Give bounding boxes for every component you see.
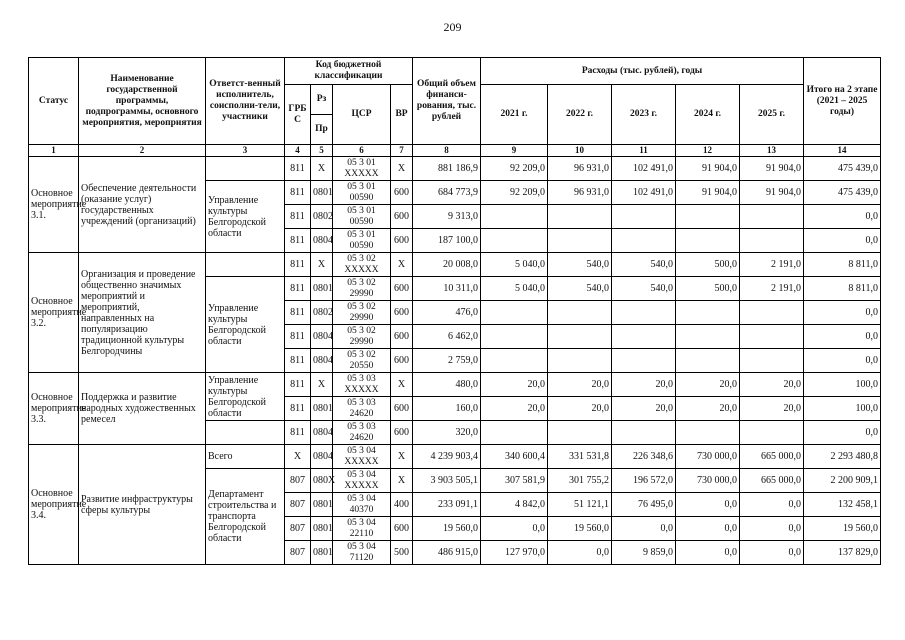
status-cell: Основное мероприятие 3.4. — [29, 445, 79, 565]
cell-csr: 05 3 01 00590 — [333, 205, 391, 229]
cell-grbs: 811 — [285, 277, 311, 301]
cell-vr: 600 — [391, 517, 413, 541]
event-name-cell: Организация и проведение общественно значимых мероприятий и мероприятий, направленных на популяризацию традиционной культуры Белгородчины — [79, 253, 206, 373]
cell-rz-pr: 0801 — [311, 493, 333, 517]
cell-csr: 05 3 04 XXXXX — [333, 445, 391, 469]
cell-2021 — [481, 325, 548, 349]
cell-csr: 05 3 03 XXXXX — [333, 373, 391, 397]
cell-2024 — [676, 349, 740, 373]
cell-2024 — [676, 205, 740, 229]
cell-2023: 20,0 — [612, 373, 676, 397]
table-row — [29, 373, 881, 397]
cell-csr: 05 3 02 29990 — [333, 301, 391, 325]
col-number: 14 — [804, 145, 881, 157]
event-name-cell: Обеспечение деятельности (оказание услуг) государственных учреждений (организаций) — [79, 157, 206, 253]
cell-itogo: 0,0 — [804, 301, 881, 325]
cell-grbs: 811 — [285, 421, 311, 445]
header-kbk: Код бюджетной классификации — [285, 58, 413, 85]
table-row — [29, 445, 881, 469]
cell-2025: 665 000,0 — [740, 469, 804, 493]
header-responsible: Ответст-венный исполнитель, соисполни-тели, участники — [206, 58, 285, 145]
cell-2022 — [548, 301, 612, 325]
header-name: Наименование государственной программы, подпрограммы, основного мероприятия, мероприятия — [79, 58, 206, 145]
col-number: 1 — [29, 145, 79, 157]
cell-2022: 301 755,2 — [548, 469, 612, 493]
cell-rz-pr: X — [311, 253, 333, 277]
cell-rz-pr: X — [311, 157, 333, 181]
cell-grbs: 807 — [285, 517, 311, 541]
cell-2025: 0,0 — [740, 541, 804, 565]
header-vr: ВР — [391, 85, 413, 145]
col-number: 4 — [285, 145, 311, 157]
cell-2025: 20,0 — [740, 373, 804, 397]
cell-total: 20 008,0 — [413, 253, 481, 277]
cell-grbs: X — [285, 445, 311, 469]
cell-2024: 0,0 — [676, 517, 740, 541]
cell-2023: 9 859,0 — [612, 541, 676, 565]
cell-2025: 2 191,0 — [740, 277, 804, 301]
cell-2021: 0,0 — [481, 517, 548, 541]
cell-2022: 96 931,0 — [548, 157, 612, 181]
table-row — [29, 253, 881, 277]
cell-2022 — [548, 325, 612, 349]
cell-total: 3 903 505,1 — [413, 469, 481, 493]
cell-itogo: 0,0 — [804, 349, 881, 373]
cell-2024: 500,0 — [676, 253, 740, 277]
cell-2021: 4 842,0 — [481, 493, 548, 517]
header-year-2021: 2021 г. — [481, 85, 548, 145]
cell-grbs: 811 — [285, 181, 311, 205]
cell-vr: 600 — [391, 397, 413, 421]
page-number: 209 — [443, 20, 462, 34]
cell-rz-pr: 0802 — [311, 205, 333, 229]
cell-itogo: 2 293 480,8 — [804, 445, 881, 469]
responsible-cell: Управление культуры Белгородской области — [206, 373, 285, 421]
cell-2023: 102 491,0 — [612, 157, 676, 181]
header-year-2023: 2023 г. — [612, 85, 676, 145]
status-cell: Основное мероприятие 3.3. — [29, 373, 79, 445]
cell-csr: 05 3 04 22110 — [333, 517, 391, 541]
cell-2022: 331 531,8 — [548, 445, 612, 469]
cell-grbs: 811 — [285, 205, 311, 229]
cell-itogo: 100,0 — [804, 373, 881, 397]
cell-2023 — [612, 229, 676, 253]
cell-grbs: 807 — [285, 541, 311, 565]
cell-2022: 20,0 — [548, 397, 612, 421]
cell-itogo: 137 829,0 — [804, 541, 881, 565]
cell-itogo: 8 811,0 — [804, 253, 881, 277]
col-number: 2 — [79, 145, 206, 157]
cell-total: 486 915,0 — [413, 541, 481, 565]
cell-csr: 05 3 04 40370 — [333, 493, 391, 517]
header-csr: ЦСР — [333, 85, 391, 145]
cell-2024: 500,0 — [676, 277, 740, 301]
cell-itogo: 0,0 — [804, 325, 881, 349]
cell-2022: 19 560,0 — [548, 517, 612, 541]
cell-csr: 05 3 01 00590 — [333, 181, 391, 205]
header-year-2022: 2022 г. — [548, 85, 612, 145]
header-rz: Рз — [311, 85, 333, 115]
cell-csr: 05 3 02 29990 — [333, 325, 391, 349]
cell-2024: 0,0 — [676, 493, 740, 517]
cell-2023 — [612, 421, 676, 445]
col-number: 13 — [740, 145, 804, 157]
cell-grbs: 811 — [285, 157, 311, 181]
budget-table — [28, 57, 881, 565]
col-number: 9 — [481, 145, 548, 157]
cell-2023: 226 348,6 — [612, 445, 676, 469]
cell-total: 480,0 — [413, 373, 481, 397]
cell-2021: 127 970,0 — [481, 541, 548, 565]
cell-2021 — [481, 229, 548, 253]
cell-2024 — [676, 325, 740, 349]
cell-2025 — [740, 205, 804, 229]
cell-2024 — [676, 421, 740, 445]
cell-rz-pr: 0804 — [311, 421, 333, 445]
cell-2024: 0,0 — [676, 541, 740, 565]
cell-2021: 5 040,0 — [481, 253, 548, 277]
cell-vr: 600 — [391, 205, 413, 229]
cell-2023 — [612, 349, 676, 373]
cell-csr: 05 3 01 00590 — [333, 229, 391, 253]
cell-grbs: 811 — [285, 349, 311, 373]
cell-csr: 05 3 03 24620 — [333, 397, 391, 421]
cell-grbs: 811 — [285, 253, 311, 277]
cell-total: 476,0 — [413, 301, 481, 325]
responsible-cell — [206, 421, 285, 445]
cell-2021: 92 209,0 — [481, 157, 548, 181]
cell-2025: 0,0 — [740, 493, 804, 517]
cell-total: 320,0 — [413, 421, 481, 445]
cell-vr: 600 — [391, 325, 413, 349]
col-number: 11 — [612, 145, 676, 157]
col-number: 10 — [548, 145, 612, 157]
header-year-2024: 2024 г. — [676, 85, 740, 145]
event-name-cell: Развитие инфраструктуры сферы культуры — [79, 445, 206, 565]
cell-vr: 600 — [391, 181, 413, 205]
cell-2021: 20,0 — [481, 373, 548, 397]
cell-2022: 540,0 — [548, 277, 612, 301]
cell-rz-pr: 0804 — [311, 229, 333, 253]
cell-2023: 20,0 — [612, 397, 676, 421]
cell-total: 4 239 903,4 — [413, 445, 481, 469]
header-status: Статус — [29, 58, 79, 145]
cell-itogo: 475 439,0 — [804, 181, 881, 205]
cell-total: 160,0 — [413, 397, 481, 421]
cell-2021: 340 600,4 — [481, 445, 548, 469]
cell-2023: 102 491,0 — [612, 181, 676, 205]
cell-rz-pr: 0804 — [311, 325, 333, 349]
cell-itogo: 100,0 — [804, 397, 881, 421]
cell-2024: 91 904,0 — [676, 157, 740, 181]
cell-itogo: 19 560,0 — [804, 517, 881, 541]
cell-2025 — [740, 421, 804, 445]
cell-vr: 500 — [391, 541, 413, 565]
status-cell: Основное мероприятие 3.1. — [29, 157, 79, 253]
cell-csr: 05 3 03 24620 — [333, 421, 391, 445]
col-number: 6 — [333, 145, 391, 157]
cell-total: 2 759,0 — [413, 349, 481, 373]
cell-itogo: 8 811,0 — [804, 277, 881, 301]
header-grbs: ГРБ С — [285, 85, 311, 145]
cell-2021: 5 040,0 — [481, 277, 548, 301]
cell-csr: 05 3 04 XXXXX — [333, 469, 391, 493]
cell-vr: X — [391, 157, 413, 181]
cell-csr: 05 3 02 29990 — [333, 277, 391, 301]
cell-rz-pr: 0801 — [311, 181, 333, 205]
cell-2022 — [548, 205, 612, 229]
cell-2022 — [548, 349, 612, 373]
header-pr: Пр — [311, 115, 333, 145]
cell-csr: 05 3 04 71120 — [333, 541, 391, 565]
cell-rz-pr: 0801 — [311, 397, 333, 421]
cell-itogo: 475 439,0 — [804, 157, 881, 181]
cell-2022 — [548, 229, 612, 253]
cell-total: 881 186,9 — [413, 157, 481, 181]
responsible-cell — [206, 253, 285, 277]
cell-2024: 20,0 — [676, 397, 740, 421]
cell-csr: 05 3 02 XXXXX — [333, 253, 391, 277]
cell-2021: 307 581,9 — [481, 469, 548, 493]
cell-vr: 600 — [391, 277, 413, 301]
status-cell: Основное мероприятие 3.2. — [29, 253, 79, 373]
cell-2025 — [740, 349, 804, 373]
col-number: 7 — [391, 145, 413, 157]
cell-itogo: 0,0 — [804, 421, 881, 445]
cell-2022: 0,0 — [548, 541, 612, 565]
cell-total: 233 091,1 — [413, 493, 481, 517]
cell-2024: 730 000,0 — [676, 445, 740, 469]
cell-csr: 05 3 02 20550 — [333, 349, 391, 373]
cell-total: 187 100,0 — [413, 229, 481, 253]
cell-rz-pr: 0804 — [311, 445, 333, 469]
event-name-cell: Поддержка и развитие народных художественных ремесел — [79, 373, 206, 445]
cell-rz-pr: 0801 — [311, 541, 333, 565]
header-expenses: Расходы (тыс. рублей), годы — [481, 58, 804, 85]
cell-2025: 91 904,0 — [740, 181, 804, 205]
cell-2022: 51 121,1 — [548, 493, 612, 517]
cell-vr: X — [391, 253, 413, 277]
cell-2024: 20,0 — [676, 373, 740, 397]
cell-2023: 196 572,0 — [612, 469, 676, 493]
cell-2025: 2 191,0 — [740, 253, 804, 277]
responsible-cell: Департамент строительства и транспорта Белгородской области — [206, 469, 285, 565]
cell-rz-pr: 0801 — [311, 277, 333, 301]
cell-2025 — [740, 301, 804, 325]
cell-rz-pr: 080X — [311, 469, 333, 493]
col-number: 5 — [311, 145, 333, 157]
cell-total: 19 560,0 — [413, 517, 481, 541]
cell-2024: 730 000,0 — [676, 469, 740, 493]
cell-2023 — [612, 301, 676, 325]
cell-rz-pr: 0804 — [311, 349, 333, 373]
cell-2021 — [481, 205, 548, 229]
col-number: 8 — [413, 145, 481, 157]
cell-2023: 76 495,0 — [612, 493, 676, 517]
cell-2021 — [481, 349, 548, 373]
cell-vr: 600 — [391, 301, 413, 325]
cell-2025 — [740, 229, 804, 253]
cell-grbs: 811 — [285, 229, 311, 253]
cell-grbs: 807 — [285, 469, 311, 493]
cell-2022: 540,0 — [548, 253, 612, 277]
cell-2021 — [481, 421, 548, 445]
cell-rz-pr: 0802 — [311, 301, 333, 325]
cell-total: 9 313,0 — [413, 205, 481, 229]
cell-2023: 0,0 — [612, 517, 676, 541]
header-year-2025: 2025 г. — [740, 85, 804, 145]
cell-2023: 540,0 — [612, 277, 676, 301]
cell-2024 — [676, 301, 740, 325]
responsible-cell: Всего — [206, 445, 285, 469]
cell-2025 — [740, 325, 804, 349]
responsible-cell: Управление культуры Белгородской области — [206, 277, 285, 373]
cell-itogo: 0,0 — [804, 229, 881, 253]
cell-rz-pr: X — [311, 373, 333, 397]
cell-2023 — [612, 325, 676, 349]
responsible-cell — [206, 157, 285, 181]
cell-csr: 05 3 01 XXXXX — [333, 157, 391, 181]
cell-2021: 92 209,0 — [481, 181, 548, 205]
table-row — [29, 157, 881, 181]
cell-vr: 600 — [391, 349, 413, 373]
cell-itogo: 0,0 — [804, 205, 881, 229]
responsible-cell: Управление культуры Белгородской области — [206, 181, 285, 253]
cell-2021 — [481, 301, 548, 325]
header-itogo: Итого на 2 этапе (2021 – 2025 годы) — [804, 58, 881, 145]
cell-itogo: 2 200 909,1 — [804, 469, 881, 493]
cell-vr: 600 — [391, 229, 413, 253]
cell-2022: 96 931,0 — [548, 181, 612, 205]
cell-total: 6 462,0 — [413, 325, 481, 349]
cell-grbs: 811 — [285, 301, 311, 325]
cell-grbs: 807 — [285, 493, 311, 517]
cell-2025: 20,0 — [740, 397, 804, 421]
cell-2025: 665 000,0 — [740, 445, 804, 469]
cell-2024: 91 904,0 — [676, 181, 740, 205]
cell-vr: 600 — [391, 421, 413, 445]
cell-2025: 91 904,0 — [740, 157, 804, 181]
cell-rz-pr: 0801 — [311, 517, 333, 541]
cell-total: 684 773,9 — [413, 181, 481, 205]
cell-grbs: 811 — [285, 397, 311, 421]
cell-2023 — [612, 205, 676, 229]
cell-2022 — [548, 421, 612, 445]
cell-total: 10 311,0 — [413, 277, 481, 301]
cell-grbs: 811 — [285, 373, 311, 397]
cell-2023: 540,0 — [612, 253, 676, 277]
cell-vr: X — [391, 469, 413, 493]
col-number: 12 — [676, 145, 740, 157]
cell-2025: 0,0 — [740, 517, 804, 541]
cell-vr: 400 — [391, 493, 413, 517]
cell-grbs: 811 — [285, 325, 311, 349]
cell-2024 — [676, 229, 740, 253]
cell-2021: 20,0 — [481, 397, 548, 421]
cell-itogo: 132 458,1 — [804, 493, 881, 517]
cell-vr: X — [391, 373, 413, 397]
cell-2022: 20,0 — [548, 373, 612, 397]
header-total-volume: Общий объем финанси-рования, тыс. рублей — [413, 58, 481, 145]
cell-vr: X — [391, 445, 413, 469]
col-number: 3 — [206, 145, 285, 157]
